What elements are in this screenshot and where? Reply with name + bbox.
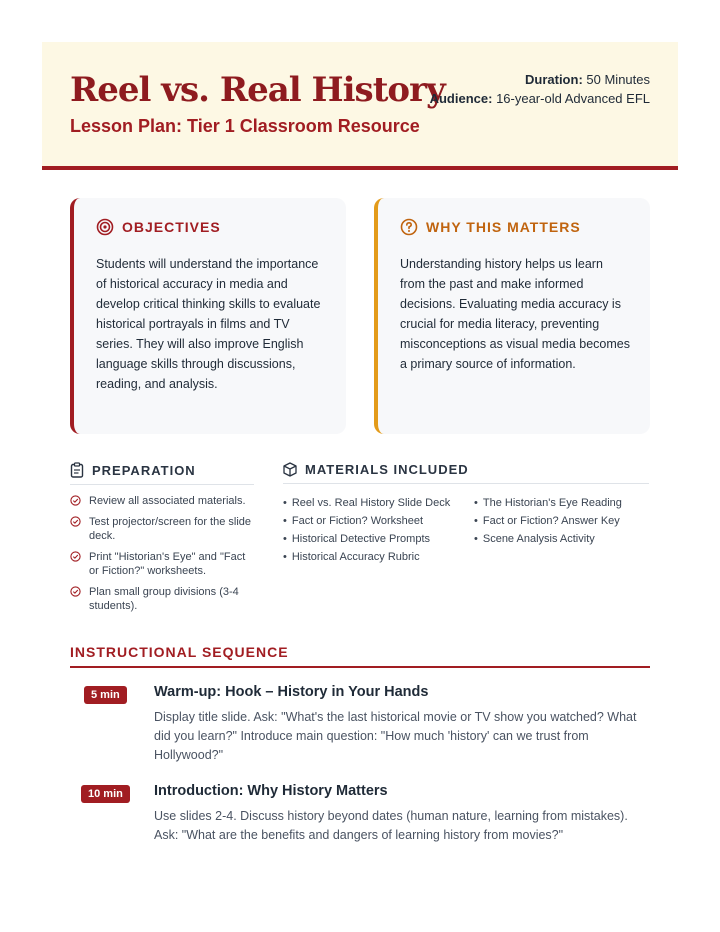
why-heading-text: WHY THIS MATTERS — [426, 219, 581, 235]
list-item: • Reel vs. Real History Slide Deck — [283, 494, 450, 512]
preparation-item-text: Review all associated materials. — [89, 495, 246, 507]
preparation-heading — [70, 462, 254, 485]
time-badge: 5 min — [84, 686, 127, 704]
check-circle-icon — [70, 495, 81, 506]
list-item: • Scene Analysis Activity — [474, 530, 622, 548]
preparation-item-text: Print "Historian's Eye" and "Fact or Fiction?" worksheets. — [89, 551, 246, 577]
page-title: Reel vs. Real History — [70, 70, 445, 110]
materials-list-col1 — [283, 494, 450, 566]
question-circle-icon — [400, 218, 418, 236]
list-item — [70, 494, 254, 508]
list-item: • The Historian's Eye Reading — [474, 494, 622, 512]
objectives-body: Students will understand the importance of historical accuracy in media and develop critical thinking skills to evaluate historical portrayals in films and TV series. They will also improve English language skills through discussions, reading, and analysis. — [96, 257, 321, 391]
objectives-heading-text: OBJECTIVES — [122, 219, 221, 235]
preparation-item-text: Plan small group divisions (3-4 students). — [89, 586, 239, 612]
list-item: • Fact or Fiction? Answer Key — [474, 512, 622, 530]
objectives-card — [70, 198, 346, 434]
step-description: Display title slide. Ask: "What's the last historical movie or TV show you watched? What did you learn?" Introduce main question: "How much 'history' can we trust from Hollywood?" — [154, 710, 637, 762]
audience-label: Audience: — [429, 91, 493, 106]
list-item: • Historical Detective Prompts — [283, 530, 450, 548]
step-description: Use slides 2-4. Discuss history beyond dates (human nature, learning from mistakes). Ask: "What are the benefits and dangers of learning history from movies?" — [154, 809, 628, 842]
sequence-heading: INSTRUCTIONAL SEQUENCE — [70, 644, 650, 668]
check-circle-icon — [70, 586, 81, 597]
clipboard-icon — [70, 462, 84, 478]
check-circle-icon — [70, 516, 81, 527]
target-icon — [96, 218, 114, 236]
materials-list-col2 — [474, 494, 622, 548]
objectives-heading — [96, 218, 326, 236]
list-item — [70, 585, 254, 613]
preparation-list — [70, 494, 254, 620]
list-item — [70, 515, 254, 543]
list-item — [70, 550, 254, 578]
time-badge: 10 min — [81, 785, 130, 803]
why-card — [374, 198, 650, 434]
why-body: Understanding history helps us learn from the past and make informed decisions. Evaluating media accuracy is crucial for media literacy, preventing misconceptions as visual media becomes a primary source of information. — [400, 257, 630, 371]
page-subtitle: Lesson Plan: Tier 1 Classroom Resource — [70, 116, 420, 136]
lesson-header — [42, 42, 678, 170]
lesson-meta — [430, 70, 650, 108]
preparation-heading-text: PREPARATION — [92, 462, 196, 478]
materials-heading-text: MATERIALS INCLUDED — [305, 462, 469, 477]
duration-row — [430, 70, 650, 89]
step-title: Warm-up: Hook – History in Your Hands — [154, 684, 429, 700]
audience-row — [430, 89, 650, 108]
why-heading — [400, 218, 630, 236]
box-icon — [283, 462, 297, 477]
duration-label: Duration: — [525, 72, 583, 87]
duration-value: 50 Minutes — [586, 72, 650, 87]
audience-value: 16-year-old Advanced EFL — [496, 91, 650, 106]
materials-heading — [283, 462, 649, 484]
preparation-item-text: Test projector/screen for the slide deck. — [89, 516, 252, 542]
list-item: • Fact or Fiction? Worksheet — [283, 512, 450, 530]
step-title: Introduction: Why History Matters — [154, 783, 388, 799]
check-circle-icon — [70, 551, 81, 562]
list-item: • Historical Accuracy Rubric — [283, 548, 450, 566]
